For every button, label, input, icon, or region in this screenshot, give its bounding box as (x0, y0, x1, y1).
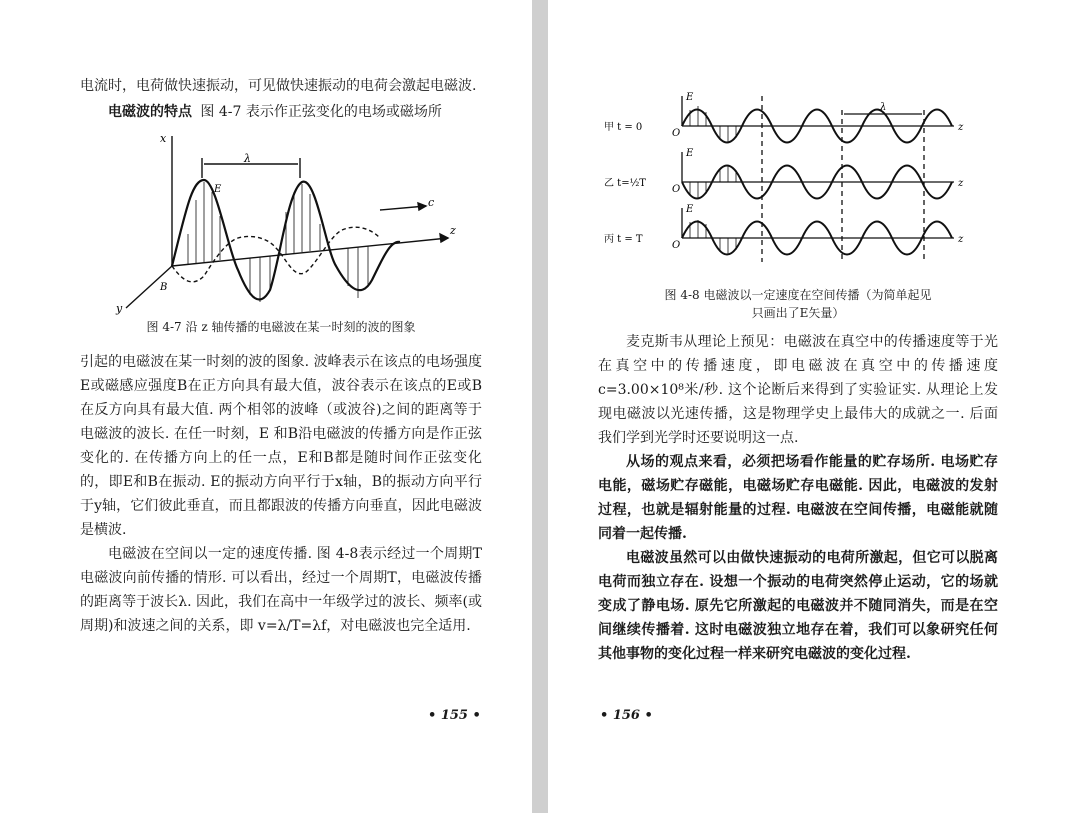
figure-4-7-drawing (80, 130, 482, 320)
right-paragraph-3: 电磁波虽然可以由做快速振动的电荷所激起，但它可以脱离电荷而独立存在. 设想一个振动的电荷突然停止运动，它的场就变成了静电场. 原先它所激起的电磁波并不随同消失，而是在空间继续传播着. 这时电磁波独立地存在着，我们可以象研究任何其他事物的变化过程一样来研究电磁波的变化过程. (598, 550, 998, 662)
right-page (548, 0, 1080, 813)
figure-4-8-drawing (598, 86, 998, 286)
origin-label-3: O (672, 240, 681, 251)
left-section-paragraph (80, 100, 482, 124)
page-number-155: • 155 • (428, 708, 481, 723)
axis-x-label: x (160, 132, 167, 145)
figure-4-8 (598, 86, 998, 286)
figure-4-8-caption-line2: 只画出了E矢量） (751, 306, 845, 320)
figure-4-7 (80, 130, 482, 326)
b-field-wave (172, 227, 380, 282)
right-paragraph-1: 麦克斯韦从理论上预见：电磁波在真空中的传播速度等于光在真空中的传播速度，即电磁波在真空中的传播速度c=3.00×10⁸米/秒. 这个论断后来得到了实验证实. 从理论上发现电磁波以光速传播，这是物理学史上最伟大的成就之一. 后面我们学到光学时还要说明这一点. (598, 334, 998, 446)
row-label-t-half: 乙 t=½T (604, 178, 646, 189)
z-label-3: z (958, 234, 964, 245)
page-number-156: • 156 • (600, 708, 653, 723)
wavelength-label: λ (244, 152, 251, 165)
book-gutter (532, 0, 548, 813)
left-paragraph-2: 电磁波在空间以一定的速度传播. 图 4-8表示经过一个周期T电磁波向前传播的情形. 可以看出，经过一个周期T，电磁波传播的距离等于波长λ. 因此，我们在高中一年级学过的波长、频率(或周期)和波速之间的关系，即 v=λ/T=λf，对电磁波也完全适用. (80, 546, 482, 634)
axis-y-label: y (116, 302, 123, 315)
right-paragraph-2: 从场的观点来看，必须把场看作能量的贮存场所. 电场贮存电能，磁场贮存磁能，电磁场贮存电磁能. 因此，电磁波的发射过程，也就是辐射能量的过程. 电磁波在空间传播，电磁能就随同着一起传播. (598, 454, 998, 542)
figure-4-8-caption-line1: 图 4-8 电磁波以一定速度在空间传播（为简单起见 (664, 288, 932, 302)
left-paragraph-1: 引起的电磁波在某一时刻的波的图象. 波峰表示在该点的电场强度E或磁感应强度B在正方向具有最大值，波谷表示在该点的E或B在反方向具有最大值. 两个相邻的波峰（或波谷)之间的距离等于电磁波的波长. 在任一时刻，E 和B沿电磁波的传播方向是作正弦变化的. 在传播方向上的任一点，E和B都是随时间作正弦变化的，即E和B在振动. E的振动方向平行于x轴，B的振动方向平行于y轴，它们彼此垂直，而且都跟波的传播方向垂直，因此电磁波是横波. (80, 354, 482, 538)
row-label-tT: 丙 t = T (604, 234, 643, 245)
origin-label-1: O (672, 128, 681, 139)
e-label-1: E (686, 92, 694, 103)
z-label-1: z (958, 122, 964, 133)
section-heading: 电磁波的特点 (108, 104, 192, 120)
section-heading-text: 图 4-7 表示作正弦变化的电场或磁场所 (200, 104, 442, 120)
e-label-3: E (686, 204, 694, 215)
figure-4-7-caption: 图 4-7 沿 z 轴传播的电磁波在某一时刻的波的图象 (146, 320, 416, 334)
z-label-2: z (958, 178, 964, 189)
e-vector-label: E (214, 184, 222, 195)
e-label-2: E (686, 148, 694, 159)
left-page (0, 0, 532, 813)
b-vector-label: B (160, 282, 168, 293)
left-intro-paragraph: 电流时，电荷做快速振动，可见做快速振动的电荷会激起电磁波. (80, 78, 477, 94)
lambda-label: λ (880, 102, 887, 113)
axis-z-label: z (450, 224, 456, 237)
origin-label-2: O (672, 184, 681, 195)
velocity-c-label: c (428, 196, 435, 209)
row-label-t0: 甲 t = 0 (604, 122, 643, 133)
